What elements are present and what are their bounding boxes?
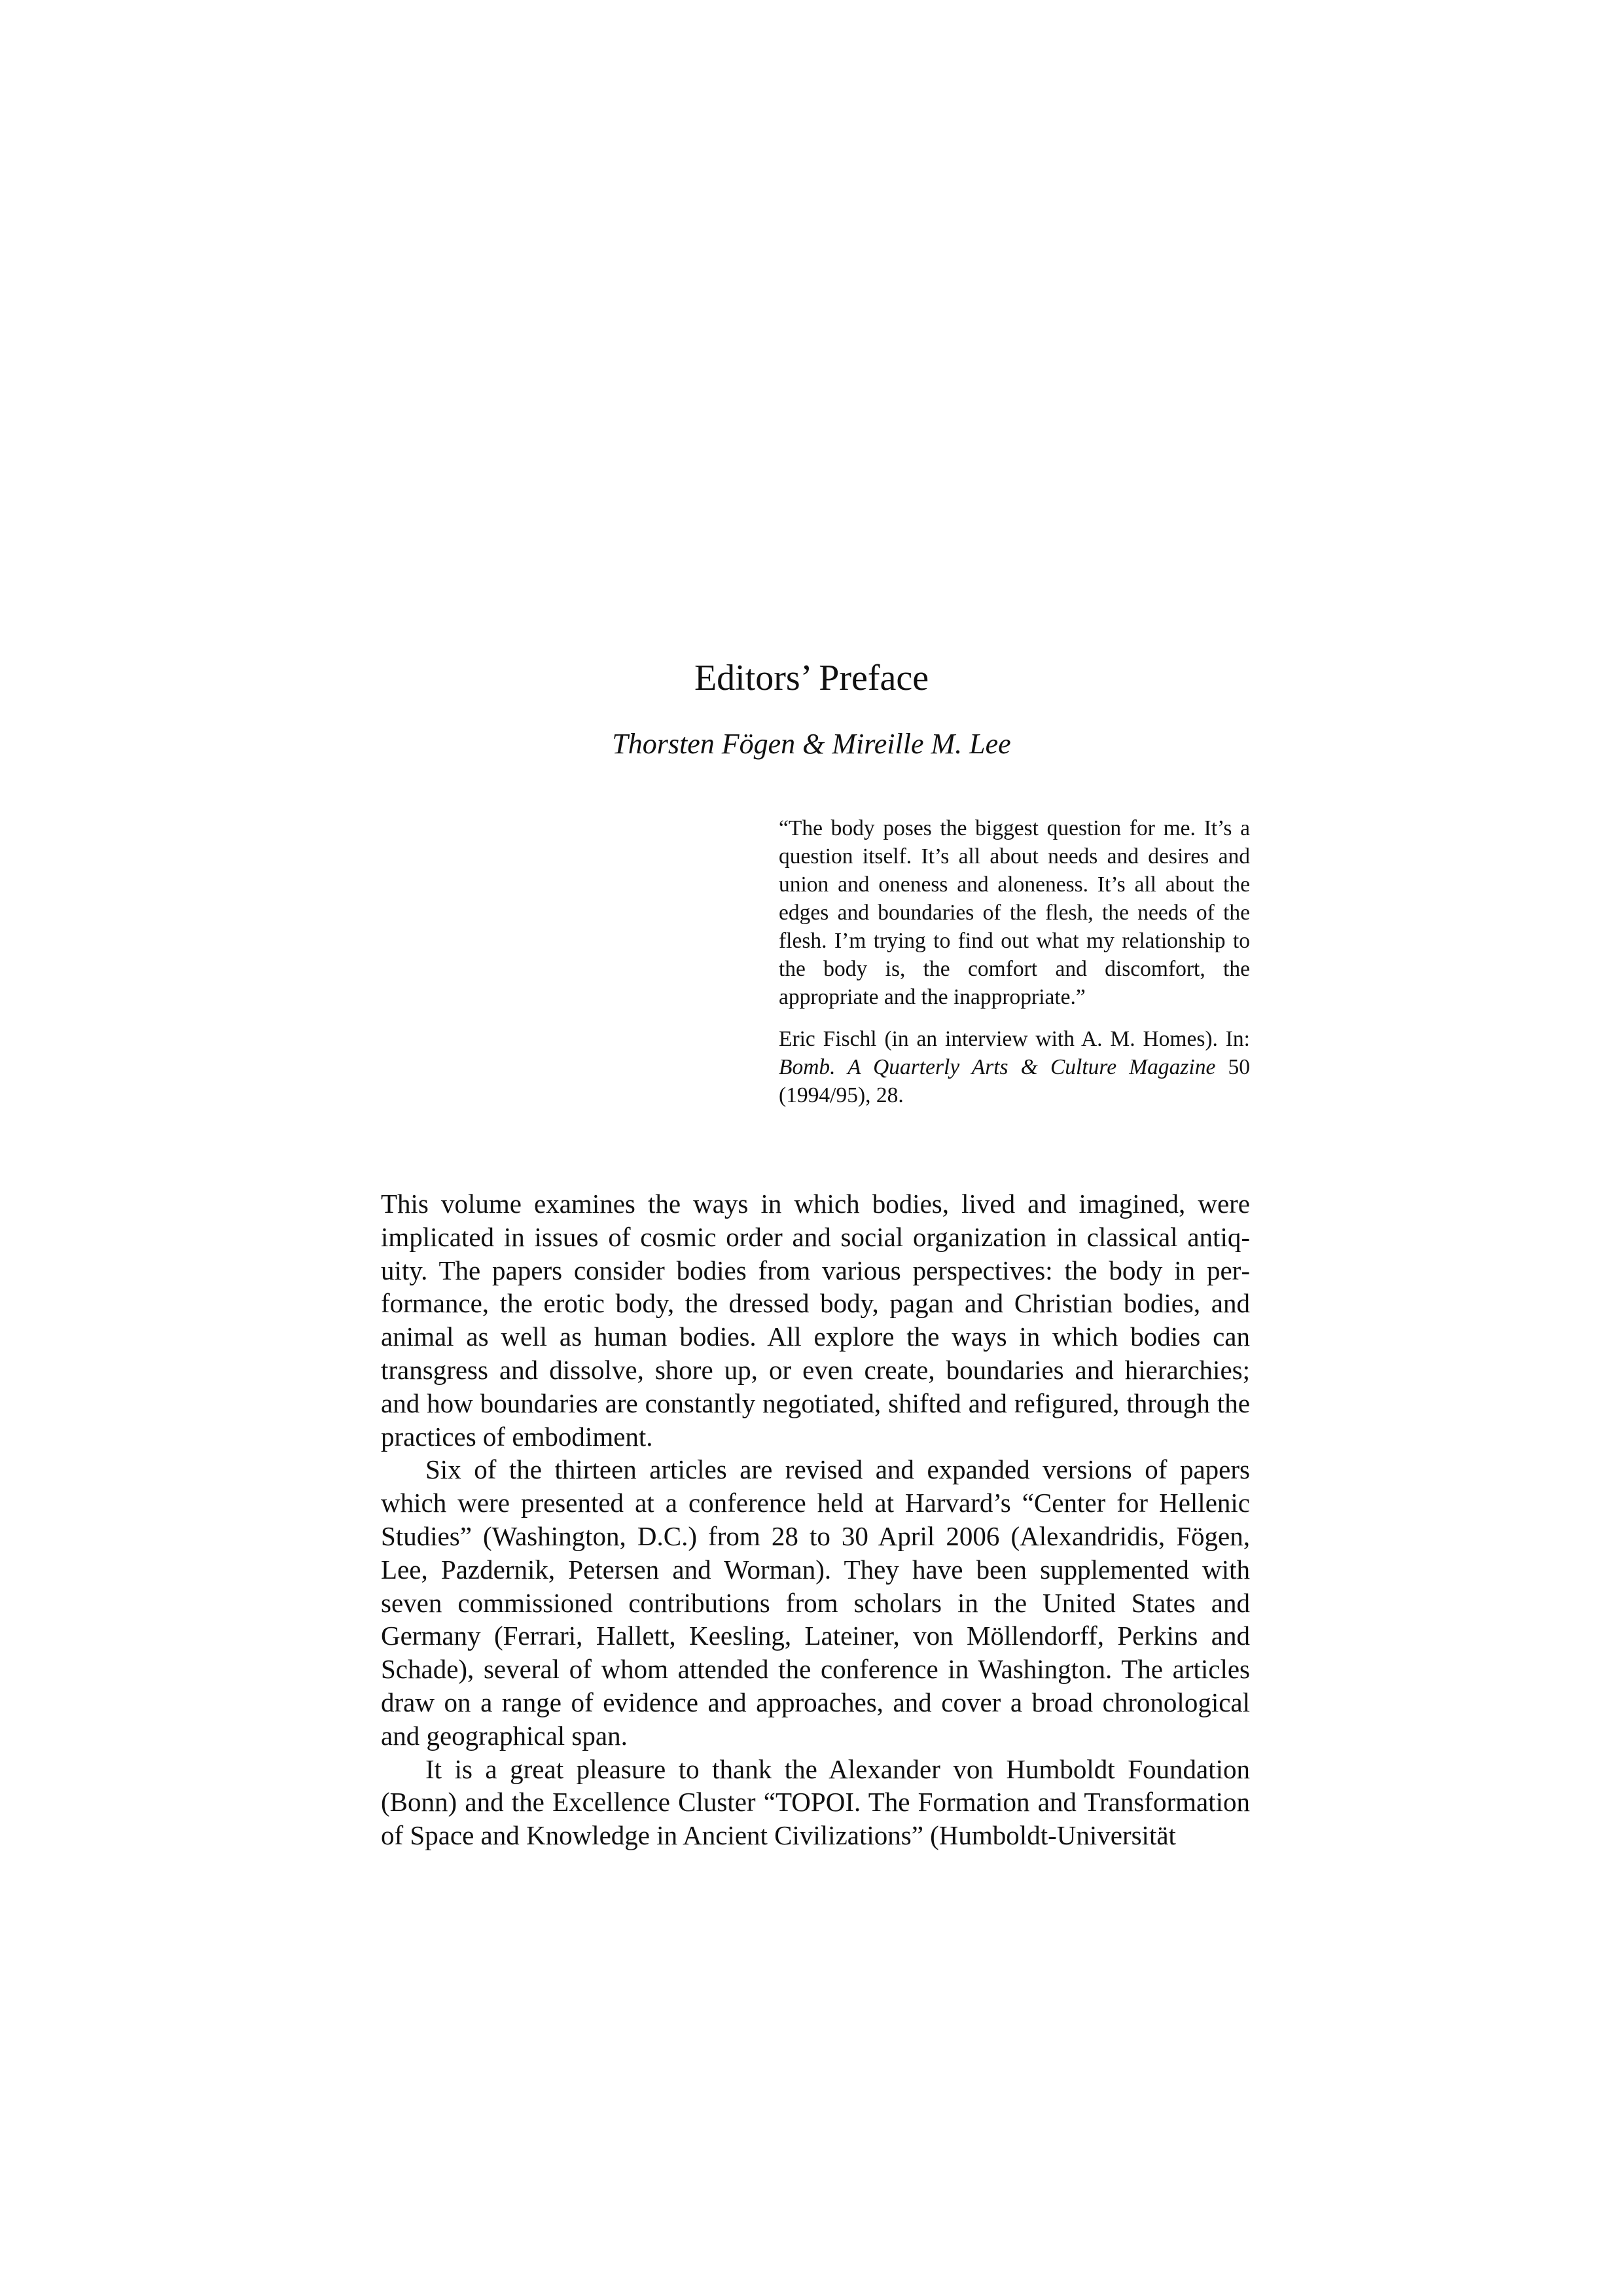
paragraph-2: Six of the thirteen articles are revised and expanded versions of papers which were presented at a conference held at Harvard’s “Center for Hellenic Studies” (Washington, D.C.) from 28 to 30 April 2006 (Alexandridis, Fögen, Lee, Pazdernik, Petersen and Worman). They have been supplemented with seven commissioned contributions from scholars in the United States and Germany (Ferrari, Hallett, Keesling, Lateiner, von Möllendorff, Perkins and Schade), several of whom attended the conference in Washington. The articles draw on a range of evidence and approaches, and cover a broad chronological and geographical span. [381, 1454, 1250, 1751]
epigraph-source-title: Bomb. A Quarterly Arts & Culture Magazine [779, 1055, 1216, 1079]
epigraph-source-details: 50 (1994/95), 28. [779, 1055, 1250, 1107]
paragraph-3: It is a great pleasure to thank the Alexander von Humboldt Foundation (Bonn) and the Excellence Cluster “TOPOI. The Formation and Transformation of Space and Knowledge in Ancient Civilizations” (Humboldt-Universität [381, 1753, 1250, 1851]
body-text [381, 1187, 1250, 1852]
paragraph-1: This volume examines the ways in which bodies, lived and imagined, were implicated in issues of cosmic order and social organization in classical antiquity. The papers consider bodies from various perspectives: the body in performance, the erotic body, the dressed body, pagan and Christian bodies, and animal as well as human bodies. All explore the ways in which bodies can transgress and dissolve, shore up, or even create, boundaries and hierarchies; and how boundaries are constantly negotiated, shifted and refigured, through the practices of embodiment. [381, 1189, 1250, 1452]
epigraph-quote: “The body poses the biggest question for me. It’s a question itself. It’s all about needs and desires and union and oneness and aloneness. It’s all about the edges and boundaries of the flesh, the needs of the flesh. I’m trying to find out what my relationship to the body is, the comfort and discomfort, the appropriate and the inappropriate.” [779, 816, 1250, 1009]
epigraph-source [779, 1025, 1250, 1109]
epigraph-source-author: Eric Fischl (in an interview with A. M. Homes). In: [779, 1027, 1250, 1051]
epigraph [779, 814, 1250, 1109]
page-title: Editors’ Preface [694, 658, 929, 698]
authors-byline: Thorsten Fögen & Mireille M. Lee [612, 728, 1011, 760]
